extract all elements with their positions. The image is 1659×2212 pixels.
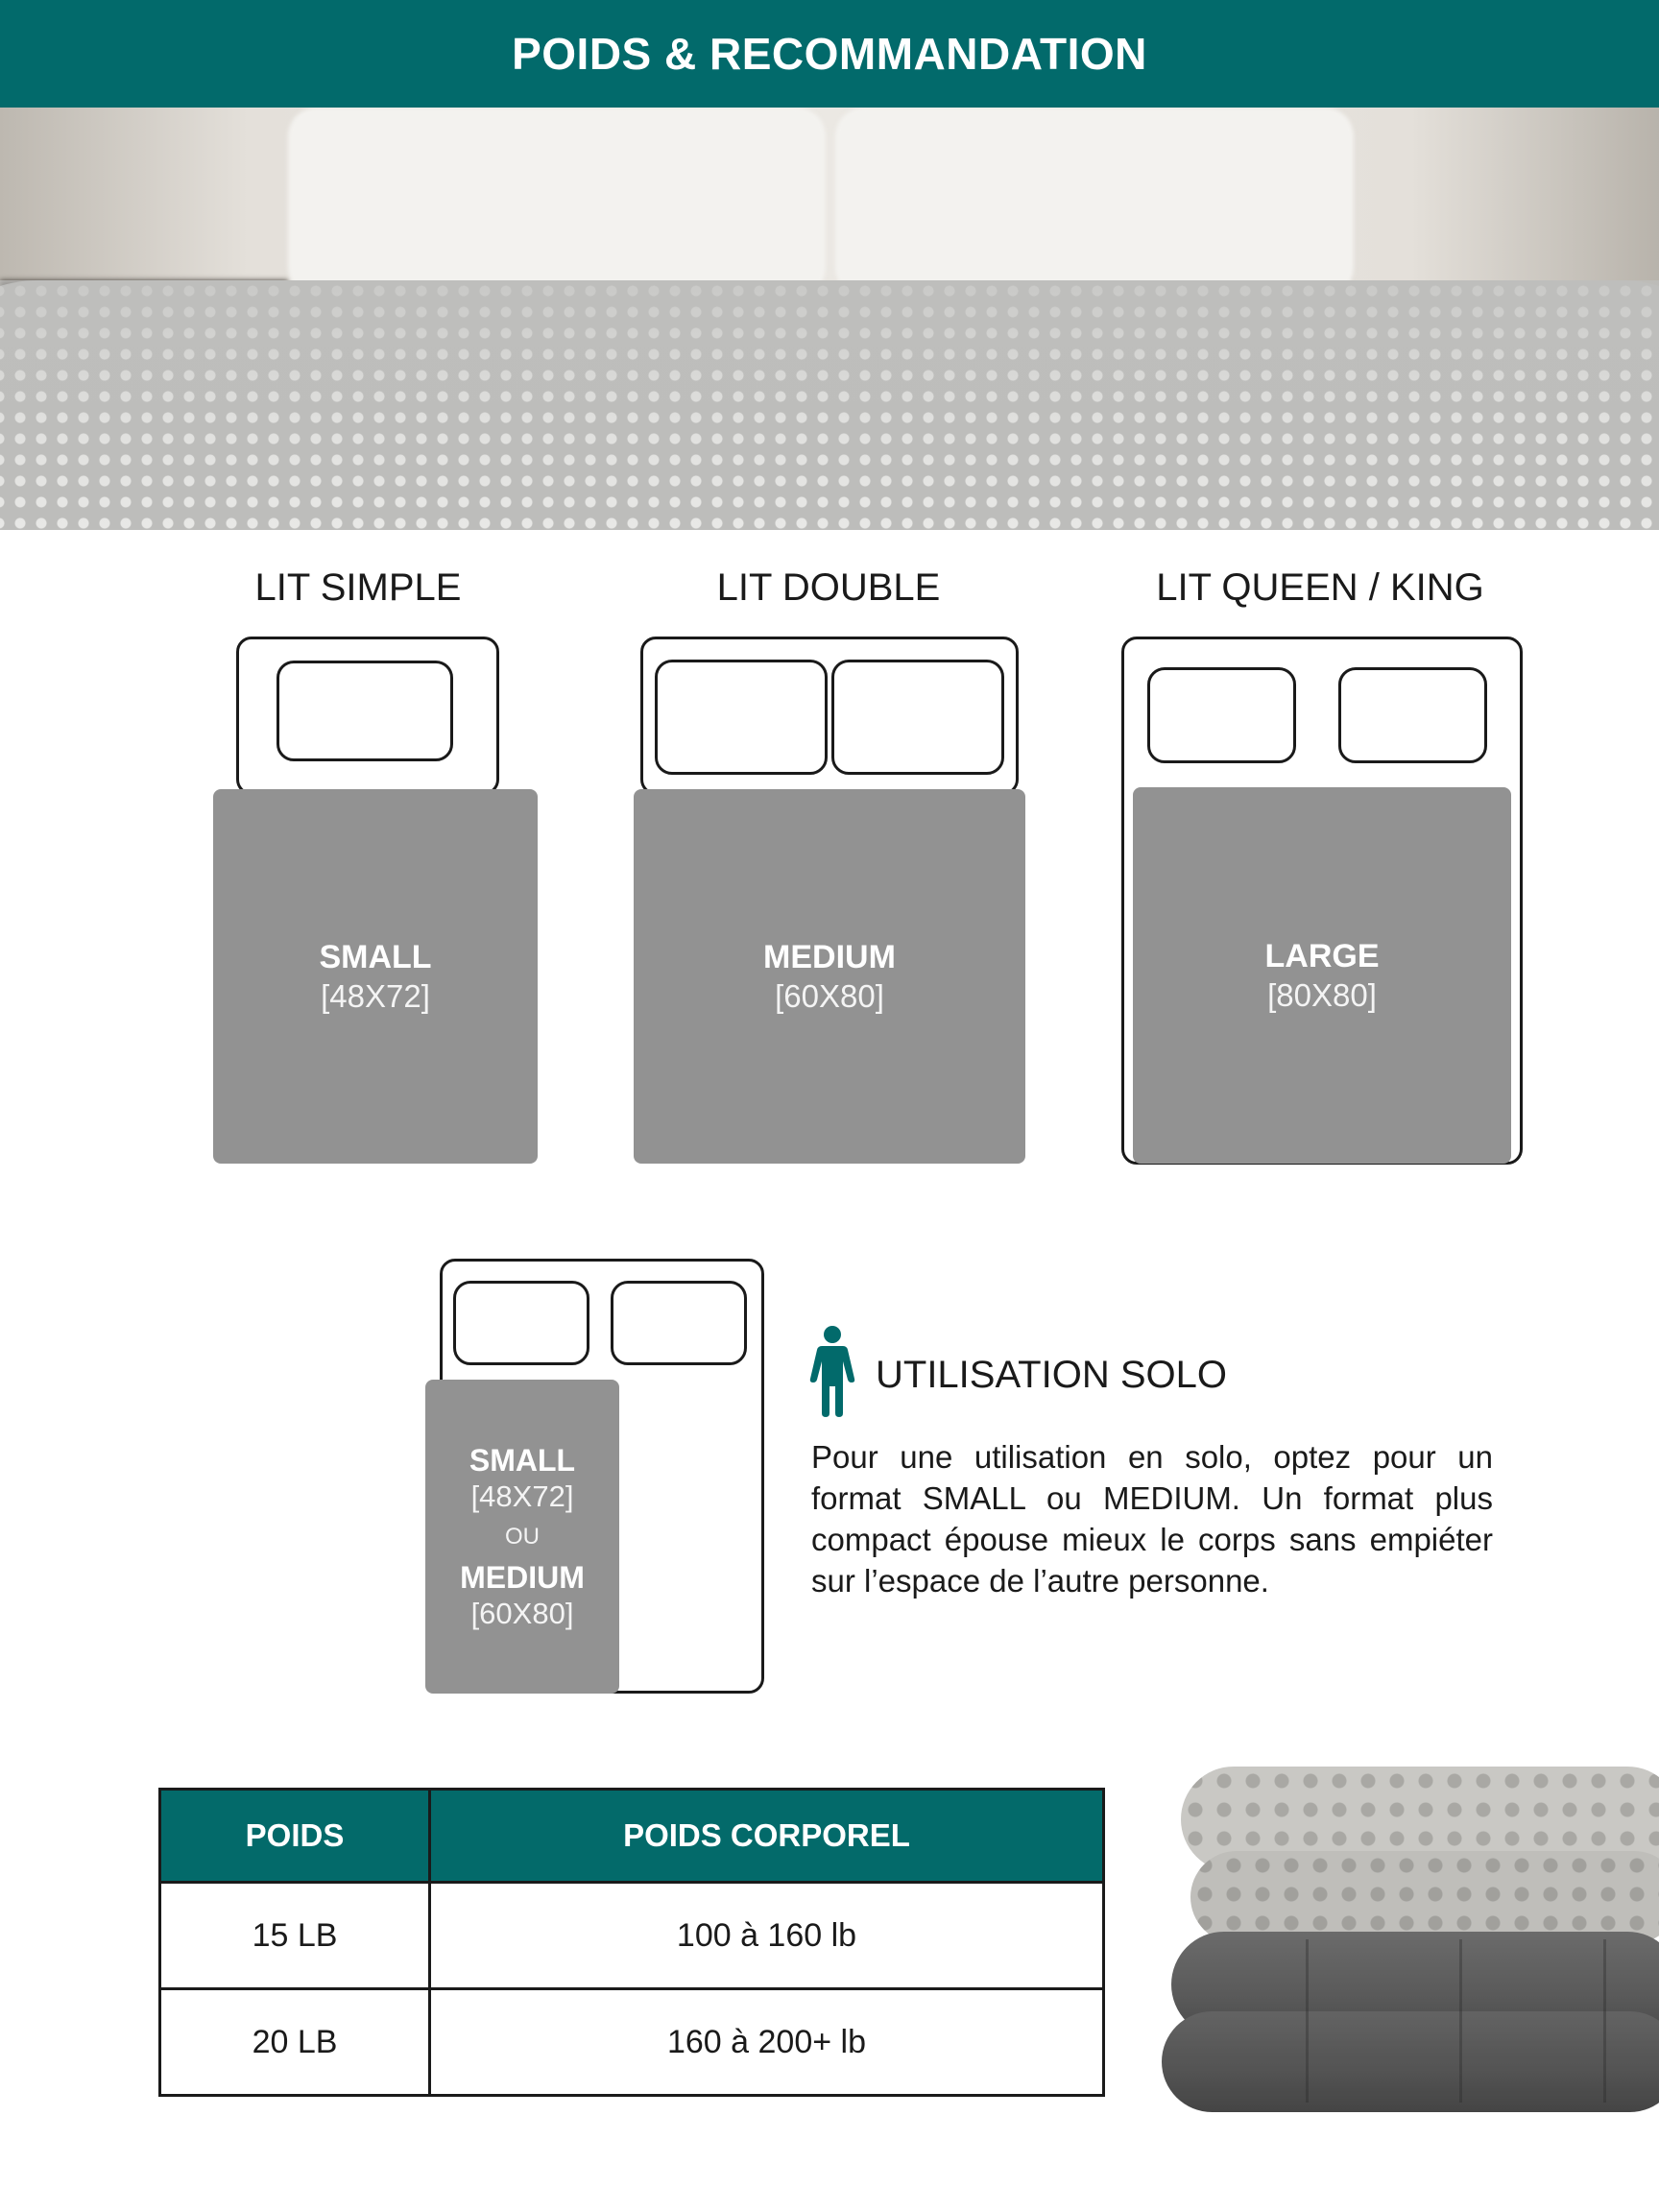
header-poids: POIDS bbox=[160, 1790, 430, 1883]
pillow-queen-left bbox=[1147, 667, 1296, 763]
blanket-quilt-line bbox=[1603, 1939, 1606, 2103]
pillow-double-left bbox=[655, 660, 828, 775]
table-row bbox=[160, 1883, 1104, 1989]
blanket-fold-dark-bottom bbox=[1162, 2011, 1659, 2112]
photo-pillow-right bbox=[835, 108, 1354, 304]
size-name-large: LARGE bbox=[1264, 938, 1380, 974]
bed-label-simple: LIT SIMPLE bbox=[254, 566, 462, 609]
solo-size-name-small: SMALL bbox=[469, 1442, 576, 1478]
bedroom-photo bbox=[0, 108, 1659, 530]
solo-or-text: OU bbox=[505, 1523, 540, 1550]
bed-label-double: LIT DOUBLE bbox=[716, 566, 941, 609]
header-band bbox=[0, 0, 1659, 108]
pillow-queen-right bbox=[1338, 667, 1487, 763]
solo-title: UTILISATION SOLO bbox=[876, 1354, 1227, 1396]
cell-weight: 20 LB bbox=[160, 1989, 430, 2096]
cover-small bbox=[213, 789, 538, 1164]
solo-size-dim-small: [48X72] bbox=[470, 1479, 574, 1513]
blanket-fold-light-bottom bbox=[1190, 1851, 1659, 1943]
blanket-quilt-line bbox=[1306, 1939, 1309, 2103]
size-name-medium: MEDIUM bbox=[763, 939, 896, 975]
page-title: POIDS & RECOMMANDATION bbox=[512, 29, 1147, 79]
weight-table bbox=[158, 1788, 1105, 2097]
blanket-quilt-line bbox=[1459, 1939, 1462, 2103]
person-icon bbox=[808, 1325, 856, 1417]
cover-medium bbox=[634, 789, 1025, 1164]
cell-body-weight: 100 à 160 lb bbox=[430, 1883, 1104, 1989]
cover-large bbox=[1133, 787, 1511, 1164]
solo-size-dim-medium: [60X80] bbox=[470, 1596, 574, 1630]
headboard bbox=[0, 108, 1659, 300]
cell-body-weight: 160 à 200+ lb bbox=[430, 1989, 1104, 2096]
pillow-solo-left bbox=[453, 1281, 589, 1365]
solo-size-name-medium: MEDIUM bbox=[460, 1559, 585, 1595]
folded-blanket-photo bbox=[1152, 1767, 1659, 2131]
table-header-row bbox=[160, 1790, 1104, 1883]
size-name-small: SMALL bbox=[319, 939, 432, 975]
size-dim-small: [48X72] bbox=[321, 978, 430, 1014]
bed-label-queen-king: LIT QUEEN / KING bbox=[1156, 566, 1484, 609]
photo-blanket-shade bbox=[0, 280, 1659, 530]
cell-weight: 15 LB bbox=[160, 1883, 430, 1989]
solo-description: Pour une utilisation en solo, optez pour un format SMALL ou MEDIUM. Un format plus compact épouse mieux le corps sans empiéter sur l’espace de l’autre personne. bbox=[811, 1439, 1493, 1599]
header-poids-corporel: POIDS CORPOREL bbox=[430, 1790, 1104, 1883]
pillow-double-right bbox=[831, 660, 1004, 775]
pillow-solo-right bbox=[611, 1281, 747, 1365]
size-dim-medium: [60X80] bbox=[775, 978, 884, 1014]
cover-solo bbox=[425, 1380, 619, 1694]
table-row bbox=[160, 1989, 1104, 2096]
size-dim-large: [80X80] bbox=[1267, 977, 1377, 1013]
pillow-simple bbox=[276, 661, 453, 761]
photo-pillow-left bbox=[288, 108, 826, 304]
